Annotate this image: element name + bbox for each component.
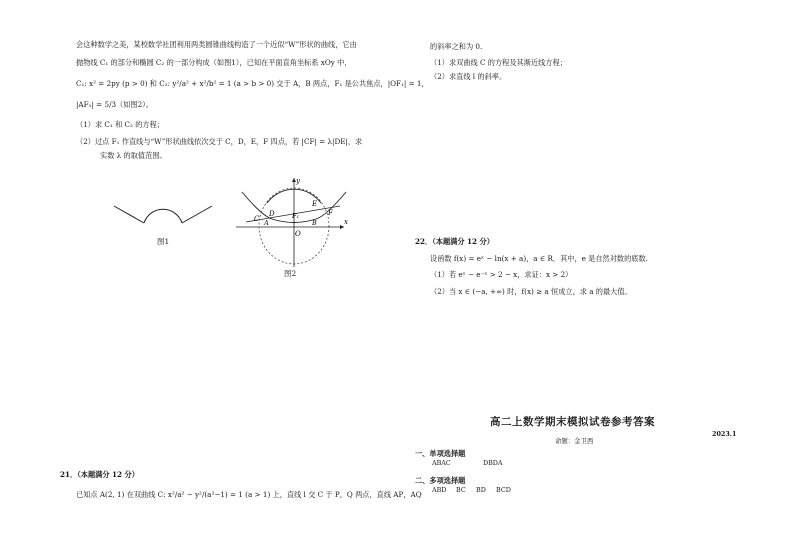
label-o: O <box>295 230 301 238</box>
section-multi-choice: 二、多项选择题 <box>415 476 466 485</box>
label-f1: F₁ <box>292 212 300 220</box>
label-d: D <box>269 210 275 218</box>
q21-text: 已知点 A(2, 1) 在双曲线 C: x²/a² − y²/(a²−1) = 1 (a > 1) 上，直线 l 交 C 于 P，Q 两点，直线 AP，AQ <box>76 490 422 499</box>
q22-line-1: 设函数 f(x) = eˣ − ln(x + a)，a ∈ R．其中，e 是自然对数的底数. <box>430 254 648 263</box>
label-a: A <box>264 219 269 227</box>
intro-line-1: 会这种数学之美，某校数学社团利用两类圆锥曲线构造了一个近似“W”形状的曲线，它由 <box>76 40 357 49</box>
multi-answer-4: BCD <box>496 486 511 494</box>
label-c: C <box>254 215 260 223</box>
question-part-1: （1）求 C₁ 和 C₂ 的方程； <box>76 120 164 129</box>
answer-author: 命题：金卫西 <box>555 437 594 445</box>
q21-part-2: （2）求直线 l 的斜率。 <box>430 72 507 81</box>
single-choice-answers: ABAC DBDA <box>432 459 503 467</box>
intro-line-3: C₁: x² = 2py (p > 0) 和 C₂: y²/a² + x²/b² = 1 (a > b > 0) 交于 A，B 两点，F₁ 是公共焦点，|OF₁| = 1， <box>76 79 429 88</box>
figure-2 <box>232 172 350 268</box>
label-x: x <box>344 218 348 226</box>
q21-part-1: （1）求双曲线 C 的方程及其渐近线方程； <box>430 58 567 67</box>
answer-date: 2023.1 <box>712 430 737 438</box>
question-part-2-cont: 实数 λ 的取值范围。 <box>100 151 167 160</box>
question-part-2: （2）过点 F₁ 作直线与“W”形状曲线依次交于 C，D，E，F 四点，若 |CF| = λ|DE|，求 <box>76 137 363 146</box>
multi-answer-3: BD <box>476 486 486 494</box>
answer-title: 高二上数学期末模拟试卷参考答案 <box>490 416 655 428</box>
label-b: B <box>312 219 317 227</box>
q21-header: 21．（本题满分 12 分） <box>60 470 139 479</box>
intro-line-4: |AF₁| = 5/3（如图2）。 <box>76 100 153 109</box>
section-single-choice: 一、单项选择题 <box>415 449 466 458</box>
label-f: F <box>328 209 333 217</box>
figure-1-caption: 图1 <box>157 237 170 246</box>
multi-answer-2: BC <box>456 486 466 494</box>
multi-answer-1: ABD <box>432 486 447 494</box>
label-e: E <box>312 200 318 208</box>
figure-2-caption: 图2 <box>284 269 297 278</box>
q22-part-2: （2）当 x ∈ (−a, +∞) 时，f(x) ≥ a 恒成立，求 a 的最大值。 <box>430 287 632 296</box>
label-y: y <box>296 177 300 185</box>
q22-header: 22．（本题满分 12 分） <box>415 237 494 246</box>
intro-line-2: 抛物线 C₁ 的部分和椭圆 C₂ 的一部分构成（如图1），已知在平面直角坐标系 xOy 中， <box>76 58 352 67</box>
figure-1 <box>110 200 215 230</box>
q21-cont-line: 的斜率之和为 0. <box>430 42 483 51</box>
q22-part-1: （1）若 eˣ − e⁻ˣ > 2 − x，求证：x > 2） <box>430 270 573 279</box>
